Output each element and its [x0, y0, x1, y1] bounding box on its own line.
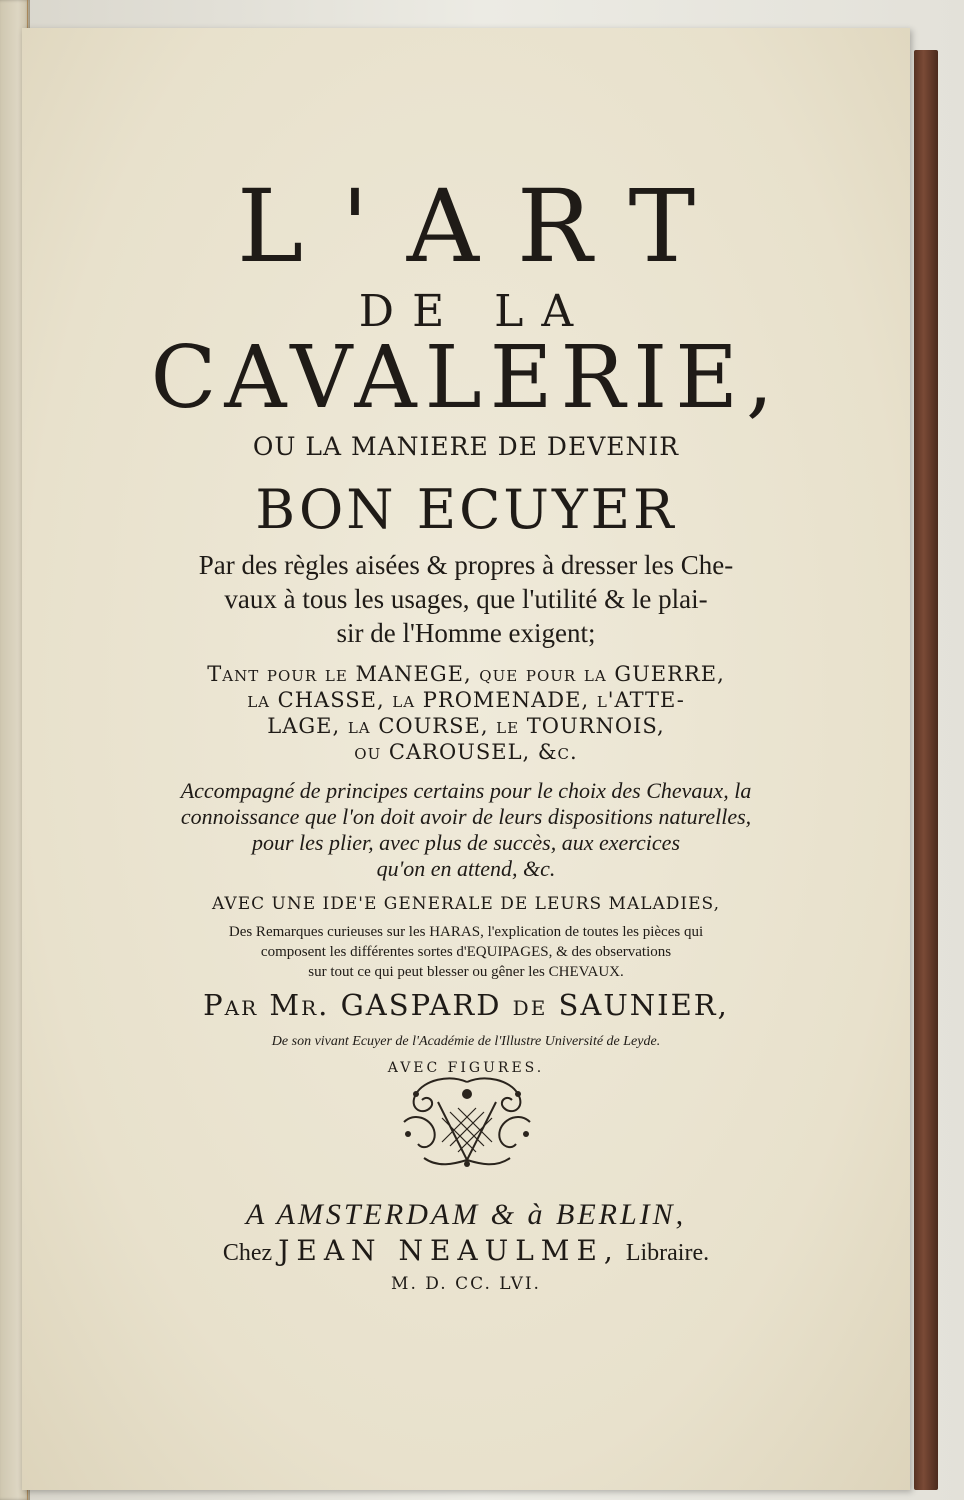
imprint-libraire: Libraire.: [625, 1240, 710, 1266]
imprint-date: M. D. CC. LVI.: [391, 1274, 541, 1294]
printer-ornament-icon: [394, 1072, 540, 1172]
subtitle-ou: OU LA MANIERE DE DEVENIR: [252, 432, 680, 461]
par-line-1: Par des règles aisées & propres à dresser les Che-: [198, 550, 734, 580]
title-page: [22, 28, 910, 1490]
tant-line-4: ou CAROUSEL, &c.: [354, 740, 578, 764]
tant-line-2: la CHASSE, la PROMENADE, l'ATTE-: [247, 688, 685, 712]
subtitle-bon-ecuyer: BON ECUYER: [255, 478, 677, 541]
tant-line-3: LAGE, la COURSE, le TOURNOIS,: [267, 714, 665, 738]
par-line-3: sir de l'Homme exigent;: [336, 618, 596, 648]
par-line-2: vaux à tous les usages, que l'utilité & le plai-: [224, 584, 708, 614]
remarques-line-3: sur tout ce qui peut blesser ou gêner les CHEVAUX.: [308, 964, 624, 980]
remarques-line-2: composent les différentes sortes d'EQUIPAGES, & des observations: [260, 944, 672, 960]
imprint-chez-line: [22, 1234, 910, 1267]
author-line: Par Mr. GASPARD de SAUNIER,: [203, 988, 729, 1022]
remarques-line-1: Des Remarques curieuses sur les HARAS, l'explication de toutes les pièces qui: [228, 924, 704, 940]
avec-figures: AVEC FIGURES.: [387, 1060, 545, 1076]
acc-line-2: connoissance que l'on doit avoir de leurs dispositions naturelles,: [180, 804, 752, 829]
acc-line-4: qu'on en attend, &c.: [376, 856, 556, 881]
title-de-la: DE LA: [358, 286, 592, 337]
imprint-printer: JEAN NEAULME,: [278, 1234, 620, 1267]
author-description: De son vivant Ecuyer de l'Académie de l'Illustre Université de Leyde.: [271, 1034, 661, 1049]
title-cavalerie: CAVALERIE,: [150, 328, 782, 428]
acc-line-3: pour les plier, avec plus de succès, aux exercices: [251, 830, 681, 855]
acc-line-1: Accompagné de principes certains pour le choix des Chevaux, la: [180, 778, 752, 803]
imprint-place: A AMSTERDAM & à BERLIN,: [245, 1198, 687, 1231]
avec-line: AVEC UNE IDE'E GENERALE DE LEURS MALADIES,: [211, 894, 720, 914]
book-cover-edge: [914, 50, 938, 1490]
imprint-chez: Chez: [222, 1240, 273, 1266]
title-art: L'ART: [236, 168, 734, 285]
tant-line-1: Tant pour le MANEGE, que pour la GUERRE,: [207, 662, 725, 686]
